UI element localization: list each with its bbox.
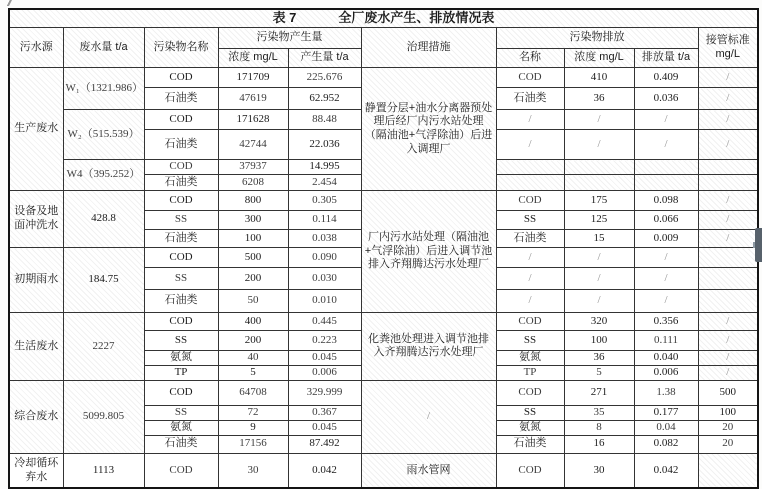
col-header-volume: 废水量 t/a bbox=[63, 28, 144, 68]
table-cell: 36 bbox=[564, 88, 634, 110]
table-cell: 0.367 bbox=[288, 405, 361, 420]
table-cell: SS bbox=[496, 211, 564, 230]
table-cell: COD bbox=[144, 191, 218, 211]
treatment-cell: 厂内污水站处理（隔油池+气浮除油）后进入调节池排入齐翔腾达污水处理厂 bbox=[361, 191, 496, 313]
table-cell: COD bbox=[144, 313, 218, 331]
treatment-cell: 雨水管网 bbox=[361, 453, 496, 488]
table-cell: / bbox=[634, 290, 698, 313]
table-cell: 2.454 bbox=[288, 175, 361, 191]
table-cell: 0.006 bbox=[634, 366, 698, 381]
col-header-standard bbox=[698, 28, 758, 68]
table-cell: 400 bbox=[218, 313, 288, 331]
table-cell: / bbox=[698, 130, 758, 160]
table-title-row bbox=[9, 9, 758, 28]
table-cell: 200 bbox=[218, 331, 288, 351]
table-cell: / bbox=[698, 366, 758, 381]
table-cell: COD bbox=[144, 110, 218, 130]
col-header-dis-amount: 排放量 t/a bbox=[634, 49, 698, 68]
table-cell: / bbox=[698, 230, 758, 248]
table-cell: 0.177 bbox=[634, 405, 698, 420]
table-cell: COD bbox=[144, 68, 218, 88]
table-cell: 0.111 bbox=[634, 331, 698, 351]
table-cell: 0.04 bbox=[634, 420, 698, 435]
table-cell: 37937 bbox=[218, 160, 288, 175]
volume-cell: 428.8 bbox=[63, 191, 144, 248]
table-cell: 47619 bbox=[218, 88, 288, 110]
col-header-treatment: 治理措施 bbox=[361, 28, 496, 68]
table-cell: 175 bbox=[564, 191, 634, 211]
standard-label-line2: mg/L bbox=[715, 47, 740, 60]
table-cell: 氨氮 bbox=[144, 420, 218, 435]
table-cell: 石油类 bbox=[144, 435, 218, 453]
table-cell: 石油类 bbox=[144, 230, 218, 248]
table-cell: 36 bbox=[564, 351, 634, 366]
table-cell: 72 bbox=[218, 405, 288, 420]
table-cell: 30 bbox=[218, 453, 288, 488]
table-cell: 200 bbox=[218, 268, 288, 290]
table-cell: 9 bbox=[218, 420, 288, 435]
table-cell: 0.010 bbox=[288, 290, 361, 313]
title-prefix: 表 7 bbox=[272, 10, 297, 26]
table-cell: 87.492 bbox=[288, 435, 361, 453]
table-cell bbox=[698, 248, 758, 268]
scrollbar-thumb[interactable] bbox=[755, 228, 762, 262]
table-cell: / bbox=[698, 351, 758, 366]
table-cell: 石油类 bbox=[144, 88, 218, 110]
table-cell: 15 bbox=[564, 230, 634, 248]
table-row bbox=[9, 313, 758, 331]
table-cell: SS bbox=[144, 268, 218, 290]
volume-cell: 5099.805 bbox=[63, 380, 144, 453]
table-row bbox=[9, 453, 758, 488]
row-header-source: 设备及地面冲洗水 bbox=[9, 191, 63, 248]
table-cell: 0.036 bbox=[634, 88, 698, 110]
table-cell: 225.676 bbox=[288, 68, 361, 88]
table-cell: 0.045 bbox=[288, 351, 361, 366]
table-cell: 800 bbox=[218, 191, 288, 211]
table-cell: / bbox=[496, 248, 564, 268]
wastewater-table bbox=[8, 8, 759, 489]
table-cell: 0.038 bbox=[288, 230, 361, 248]
col-header-pollutant: 污染物名称 bbox=[144, 28, 218, 68]
table-cell: 88.48 bbox=[288, 110, 361, 130]
table-cell: 500 bbox=[698, 380, 758, 405]
table-cell: 40 bbox=[218, 351, 288, 366]
table-cell: 500 bbox=[218, 248, 288, 268]
table-cell: / bbox=[698, 68, 758, 88]
table-cell: 16 bbox=[564, 435, 634, 453]
row-header-source: 综合废水 bbox=[9, 380, 63, 453]
table-cell: SS bbox=[496, 331, 564, 351]
table-cell: / bbox=[698, 313, 758, 331]
table-cell: 30 bbox=[564, 453, 634, 488]
table-cell: / bbox=[634, 110, 698, 130]
table-cell: 0.042 bbox=[634, 453, 698, 488]
page-title bbox=[9, 9, 758, 28]
table-cell: 氨氮 bbox=[144, 351, 218, 366]
volume-cell: 2227 bbox=[63, 313, 144, 381]
table-cell: 320 bbox=[564, 313, 634, 331]
table-cell bbox=[496, 160, 564, 175]
table-cell: COD bbox=[496, 453, 564, 488]
table-cell: / bbox=[698, 191, 758, 211]
table-row bbox=[9, 191, 758, 211]
row-header-source: 初期雨水 bbox=[9, 248, 63, 313]
table-cell: 石油类 bbox=[496, 435, 564, 453]
table-cell: TP bbox=[144, 366, 218, 381]
table-cell: 64708 bbox=[218, 380, 288, 405]
table-cell bbox=[698, 160, 758, 175]
volume-cell: 184.75 bbox=[63, 248, 144, 313]
table-cell: / bbox=[496, 290, 564, 313]
table-cell: 氨氮 bbox=[496, 351, 564, 366]
table-cell: 410 bbox=[564, 68, 634, 88]
table-cell: 171628 bbox=[218, 110, 288, 130]
table-cell: 17156 bbox=[218, 435, 288, 453]
table-cell: COD bbox=[496, 191, 564, 211]
table-cell: 8 bbox=[564, 420, 634, 435]
table-cell: 0.009 bbox=[634, 230, 698, 248]
table-cell: COD bbox=[144, 380, 218, 405]
table-cell: / bbox=[698, 331, 758, 351]
table-cell bbox=[564, 160, 634, 175]
col-header-gen-concentration: 浓度 mg/L bbox=[218, 49, 288, 68]
table-cell: / bbox=[564, 268, 634, 290]
table-cell: 100 bbox=[218, 230, 288, 248]
table-cell: / bbox=[634, 268, 698, 290]
table-cell: 6208 bbox=[218, 175, 288, 191]
table-cell: 0.042 bbox=[288, 453, 361, 488]
table-cell: 125 bbox=[564, 211, 634, 230]
table-cell: 271 bbox=[564, 380, 634, 405]
table-cell: 0.409 bbox=[634, 68, 698, 88]
table-cell: 石油类 bbox=[496, 230, 564, 248]
table-cell bbox=[634, 175, 698, 191]
col-group-discharge: 污染物排放 bbox=[496, 28, 698, 49]
table-cell: COD bbox=[496, 313, 564, 331]
table-cell: 171709 bbox=[218, 68, 288, 88]
table-cell: 氨氮 bbox=[496, 420, 564, 435]
table-cell: / bbox=[564, 290, 634, 313]
table-cell bbox=[698, 290, 758, 313]
table-cell: / bbox=[698, 88, 758, 110]
treatment-cell: 化粪池处理进入调节池排入齐翔腾达污水处理厂 bbox=[361, 313, 496, 381]
table-cell: 0.082 bbox=[634, 435, 698, 453]
table-cell bbox=[496, 175, 564, 191]
table-cell: SS bbox=[144, 211, 218, 230]
table-cell: 100 bbox=[698, 405, 758, 420]
table-cell bbox=[698, 175, 758, 191]
table-cell: 1.38 bbox=[634, 380, 698, 405]
table-cell: / bbox=[698, 110, 758, 130]
table-cell: 石油类 bbox=[144, 175, 218, 191]
table-cell: 329.999 bbox=[288, 380, 361, 405]
table-cell: 5 bbox=[218, 366, 288, 381]
table-cell: 5 bbox=[564, 366, 634, 381]
table-cell: 0.114 bbox=[288, 211, 361, 230]
table-cell: COD bbox=[144, 453, 218, 488]
table-cell bbox=[698, 268, 758, 290]
table-cell: SS bbox=[144, 405, 218, 420]
volume-cell: W4（395.252） bbox=[63, 160, 144, 191]
table-cell: 0.090 bbox=[288, 248, 361, 268]
table-cell: 62.952 bbox=[288, 88, 361, 110]
table-cell: COD bbox=[144, 248, 218, 268]
table-cell: / bbox=[496, 268, 564, 290]
table-cell: 42744 bbox=[218, 130, 288, 160]
table-cell: 0.305 bbox=[288, 191, 361, 211]
table-cell: 石油类 bbox=[144, 290, 218, 313]
table-cell: 50 bbox=[218, 290, 288, 313]
table-cell: 300 bbox=[218, 211, 288, 230]
table-cell: COD bbox=[496, 68, 564, 88]
table-cell: / bbox=[564, 110, 634, 130]
table-cell: 0.045 bbox=[288, 420, 361, 435]
table-cell: / bbox=[564, 130, 634, 160]
table-row bbox=[9, 68, 758, 88]
col-group-generation: 污染物产生量 bbox=[218, 28, 361, 49]
table-cell bbox=[698, 453, 758, 488]
col-header-dis-concentration: 浓度 mg/L bbox=[564, 49, 634, 68]
volume-cell: 1113 bbox=[63, 453, 144, 488]
table-cell: 14.995 bbox=[288, 160, 361, 175]
table-cell: 石油类 bbox=[496, 88, 564, 110]
table-cell: / bbox=[496, 130, 564, 160]
scan-artifact-mark bbox=[3, 0, 15, 6]
table-cell: 0.223 bbox=[288, 331, 361, 351]
table-cell bbox=[634, 160, 698, 175]
treatment-cell: 静置分层+油水分离器预处理后经厂内污水站处理（隔油池+气浮除油）后进入调理厂 bbox=[361, 68, 496, 191]
volume-cell: W₂（515.539） bbox=[63, 110, 144, 160]
table-cell: 0.006 bbox=[288, 366, 361, 381]
table-body bbox=[9, 68, 758, 489]
table-cell: TP bbox=[496, 366, 564, 381]
table-cell: / bbox=[564, 248, 634, 268]
col-header-dis-name: 名称 bbox=[496, 49, 564, 68]
table-cell: COD bbox=[496, 380, 564, 405]
table-row bbox=[9, 380, 758, 405]
table-cell: 20 bbox=[698, 435, 758, 453]
standard-label-line1: 接管标准 bbox=[705, 33, 750, 46]
table-cell: SS bbox=[496, 405, 564, 420]
table-cell: 0.356 bbox=[634, 313, 698, 331]
table-cell: 35 bbox=[564, 405, 634, 420]
table-cell: 20 bbox=[698, 420, 758, 435]
table-cell: COD bbox=[144, 160, 218, 175]
table-cell: / bbox=[634, 248, 698, 268]
table-cell: 0.030 bbox=[288, 268, 361, 290]
volume-cell: W₁（1321.986） bbox=[63, 68, 144, 110]
table-cell: / bbox=[496, 110, 564, 130]
table-cell: 0.098 bbox=[634, 191, 698, 211]
title-main: 全厂废水产生、排放情况表 bbox=[338, 10, 495, 26]
col-header-gen-amount: 产生量 t/a bbox=[288, 49, 361, 68]
col-header-source: 污水源 bbox=[9, 28, 63, 68]
table-cell: / bbox=[698, 211, 758, 230]
row-header-source: 生活废水 bbox=[9, 313, 63, 381]
table-cell: 0.445 bbox=[288, 313, 361, 331]
table-cell: / bbox=[634, 130, 698, 160]
table-cell: 0.066 bbox=[634, 211, 698, 230]
treatment-cell: / bbox=[361, 380, 496, 453]
table-cell bbox=[564, 175, 634, 191]
table-cell: 100 bbox=[564, 331, 634, 351]
table-cell: SS bbox=[144, 331, 218, 351]
table-cell: 22.036 bbox=[288, 130, 361, 160]
row-header-source: 冷却循环弃水 bbox=[9, 453, 63, 488]
table-cell: 石油类 bbox=[144, 130, 218, 160]
table-cell: 0.040 bbox=[634, 351, 698, 366]
row-header-source: 生产废水 bbox=[9, 68, 63, 191]
